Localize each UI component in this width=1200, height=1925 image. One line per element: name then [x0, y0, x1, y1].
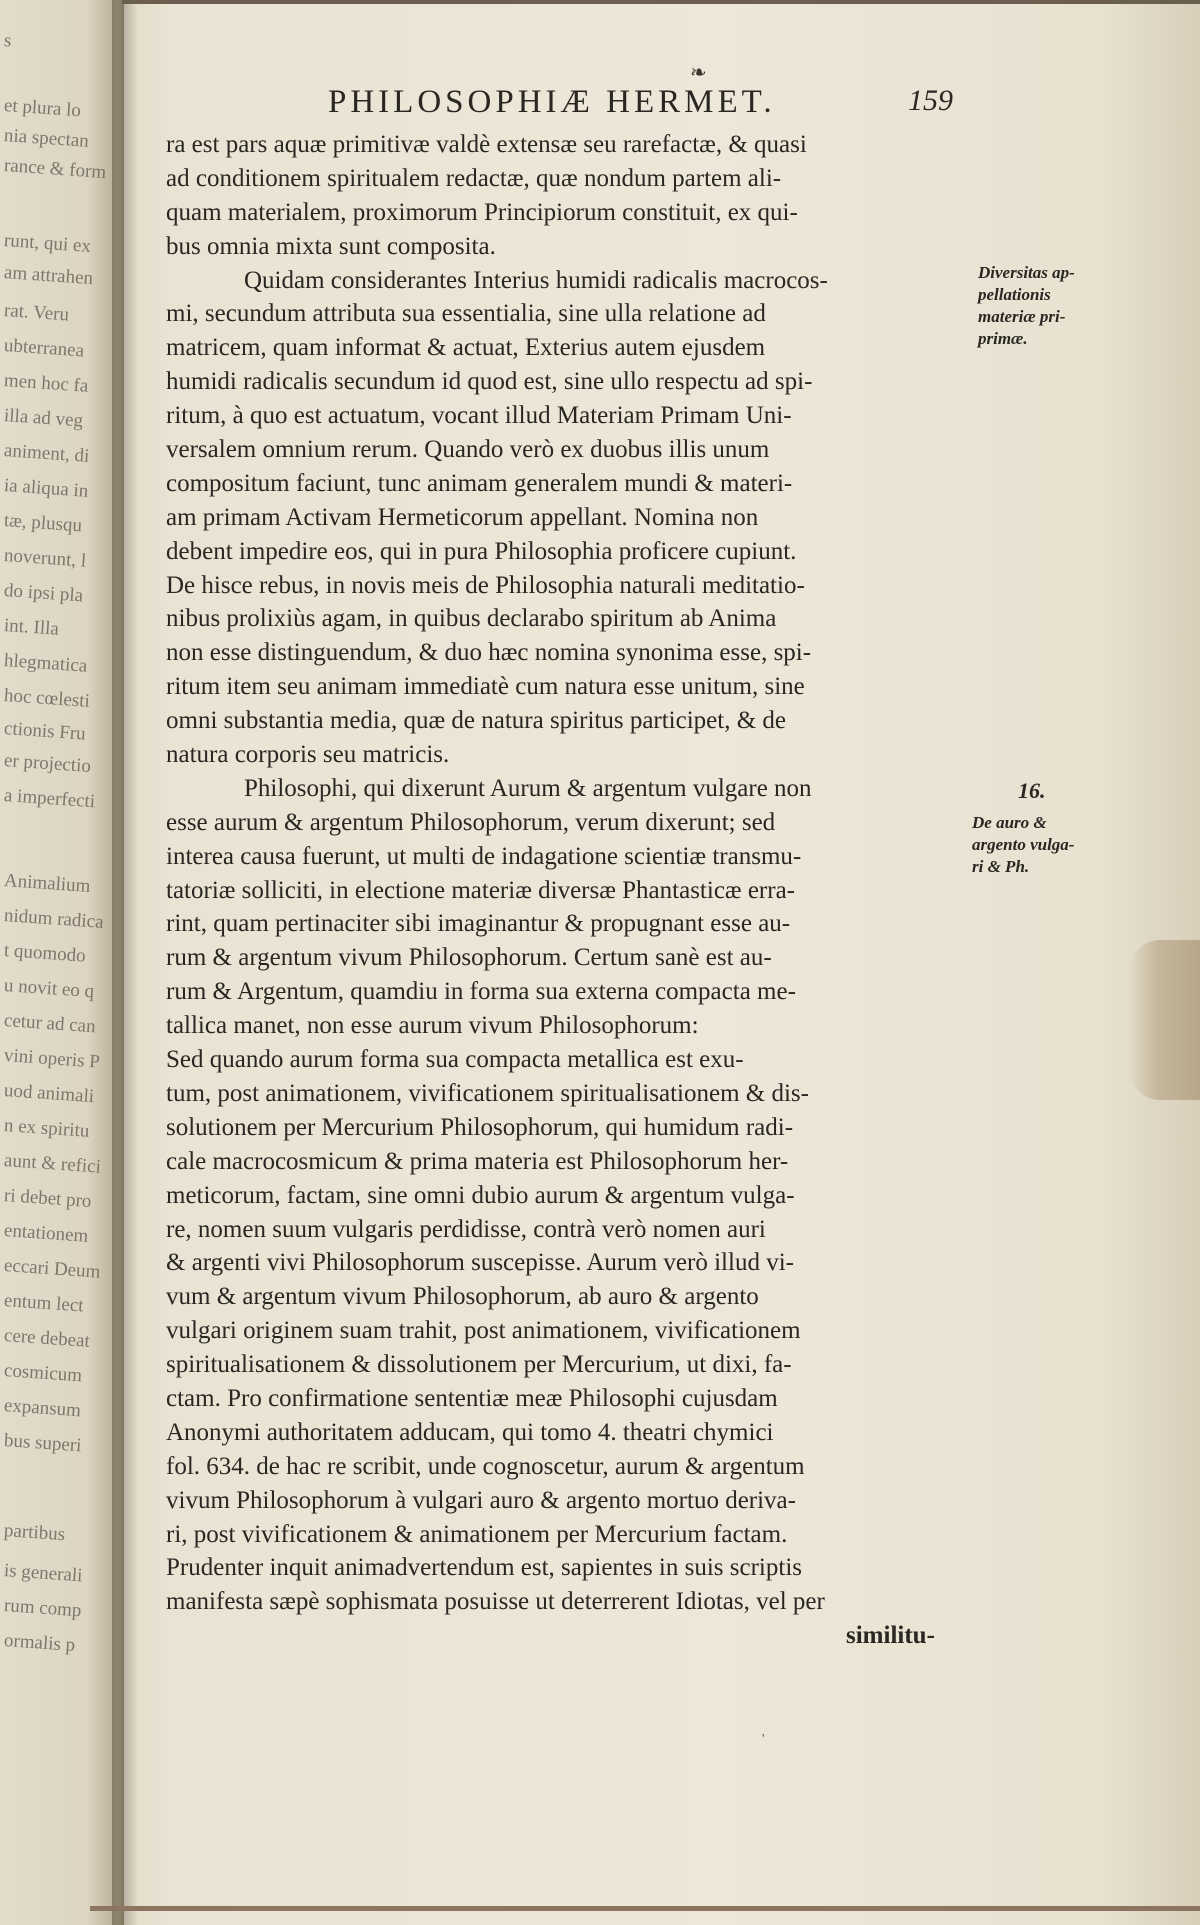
- facing-page-fragment: tæ, plusqu: [3, 510, 83, 537]
- text-line: quam materialem, proximorum Principiorum constituit, ex qui-: [166, 198, 798, 226]
- text-line: vivum Philosophorum à vulgari auro & argento mortuo deriva-: [166, 1486, 796, 1514]
- text-line: vum & argentum vivum Philosophorum, ab auro & argento: [166, 1283, 759, 1311]
- gutter-shadow: [112, 0, 138, 1925]
- marginal-note-line: primæ.: [978, 329, 1028, 348]
- marginal-note-line: pellationis: [978, 285, 1051, 304]
- text-line: ad conditionem spiritualem redactæ, quæ nondum partem ali-: [166, 164, 782, 192]
- facing-page-fragment: hoc cœlesti: [3, 685, 91, 712]
- text-line: Sed quando aurum forma sua compacta metallica est exu-: [166, 1046, 744, 1074]
- text-line: vulgari originem suam trahit, post animationem, vivificationem: [166, 1317, 801, 1345]
- facing-page-fragment: hlegmatica: [3, 650, 88, 677]
- text-line: rum & Argentum, quamdiu in forma sua externa compacta me-: [166, 978, 796, 1006]
- text-line: esse aurum & argentum Philosophorum, verum dixerunt; sed: [166, 808, 776, 836]
- text-line: interea causa fuerunt, ut multi de indagatione scientiæ transmu-: [166, 842, 802, 870]
- bottom-rule: [90, 1906, 1200, 1911]
- text-line: ctam. Pro confirmatione sententiæ meæ Philosophi cujusdam: [166, 1384, 778, 1412]
- facing-page-fragment: rance & form: [3, 155, 107, 184]
- facing-page-fragment: ormalis p: [3, 1630, 76, 1656]
- facing-page-fragment: men hoc fa: [3, 370, 89, 397]
- facing-page-fragment: rat. Veru: [3, 300, 70, 326]
- stray-mark: ': [762, 1732, 765, 1747]
- text-line: non esse distinguendum, & duo hæc nomina synonima esse, spi-: [166, 639, 812, 667]
- text-line: ri, post vivificationem & animationem per Mercurium factam.: [166, 1520, 788, 1548]
- facing-page-fragment: illa ad veg: [3, 405, 84, 432]
- catchword: similitu-: [846, 1622, 935, 1649]
- body-text: [166, 128, 966, 1619]
- text-line: rint, quam pertinaciter sibi imaginantur & propugnant esse au-: [166, 910, 791, 938]
- text-line: Quidam considerantes Interius humidi radicalis macrocos-: [244, 266, 828, 294]
- paper-tab: [1130, 940, 1200, 1100]
- text-line: re, nomen suum vulgaris perdidisse, contrà verò nomen auri: [166, 1215, 766, 1243]
- text-line: tatoriæ solliciti, in electione materiæ diversæ Phantasticæ erra-: [166, 876, 796, 904]
- facing-page-fragment: ctionis Fru: [3, 718, 87, 745]
- text-line: humidi radicalis secundum id quod est, sine ullo respectu ad spi-: [166, 368, 813, 396]
- facing-page-fragment: a imperfecti: [3, 785, 96, 813]
- text-line: debent impedire eos, qui in pura Philosophia proficere cupiunt.: [166, 537, 797, 565]
- facing-page-fragment: eccari Deum: [3, 1255, 102, 1283]
- text-line: rum & argentum vivum Philosophorum. Certum sanè est au-: [166, 944, 772, 972]
- text-line: & argenti vivi Philosophorum suscepisse. Aurum verò illud vi-: [166, 1249, 794, 1277]
- text-line: compositum faciunt, tunc animam generalem mundi & materi-: [166, 469, 793, 497]
- facing-page-fragment: t quomodo: [3, 940, 87, 967]
- facing-page-fragment: partibus: [3, 1520, 66, 1546]
- text-line: tum, post animationem, vivificationem spiritualisationem & dis-: [166, 1079, 809, 1107]
- marginal-note-line: argento vulga-: [972, 835, 1075, 854]
- facing-page-fragment: nia spectan: [3, 125, 90, 152]
- text-line: versalem omnium rerum. Quando verò ex duobus illis unum: [166, 436, 770, 464]
- page-number: 159: [908, 84, 953, 117]
- facing-page-fragment: expansum: [3, 1395, 82, 1422]
- ornament: ❧: [690, 62, 707, 84]
- facing-page-fragment: aunt & refici: [3, 1150, 102, 1178]
- facing-page-fragment: et plura lo: [3, 95, 82, 122]
- facing-page-fragment: noverunt, l: [3, 545, 87, 572]
- text-line: manifesta sæpè sophismata posuisse ut deterrerent Idiotas, vel per: [166, 1588, 825, 1616]
- facing-page-fragment: ubterranea: [3, 335, 85, 362]
- marginal-note-line: materiæ pri-: [978, 307, 1066, 326]
- text-line: am primam Activam Hermeticorum appellant. Nomina non: [166, 503, 759, 531]
- facing-page-fragment: vini operis P: [3, 1045, 101, 1073]
- text-line: Philosophi, qui dixerunt Aurum & argentum vulgare non: [244, 774, 812, 802]
- text-line: solutionem per Mercurium Philosophorum, qui humidum radi-: [166, 1113, 794, 1141]
- facing-page-edge: [0, 0, 124, 1925]
- marginal-note-diversitas: [978, 262, 1075, 350]
- marginal-note-line: ri & Ph.: [972, 857, 1030, 876]
- text-line: De hisce rebus, in novis meis de Philosophia naturali meditatio-: [166, 571, 805, 599]
- facing-page-fragment: er projectio: [3, 750, 92, 778]
- facing-page-fragment: do ipsi pla: [3, 580, 84, 607]
- text-line: Prudenter inquit animadvertendum est, sapientes in suis scriptis: [166, 1554, 802, 1582]
- facing-page-fragment: Animalium: [3, 870, 92, 898]
- facing-page-fragment: entum lect: [3, 1290, 85, 1317]
- running-head: PHILOSOPHIÆ HERMET.: [328, 84, 776, 120]
- facing-page-fragment: s: [3, 30, 13, 52]
- text-line: natura corporis seu matricis.: [166, 741, 450, 769]
- facing-page-fragment: nidum radica: [3, 905, 105, 933]
- text-line: mi, secundum attributa sua essentialia, sine ulla relatione ad: [166, 300, 766, 328]
- text-line: cale macrocosmicum & prima materia est Philosophorum her-: [166, 1147, 789, 1175]
- text-line: Anonymi authoritatem adducam, qui tomo 4. theatri chymici: [166, 1418, 774, 1446]
- facing-page-fragment: ia aliqua in: [3, 475, 89, 502]
- facing-page-fragment: cosmicum: [3, 1360, 83, 1387]
- marginal-note-line: Diversitas ap-: [978, 263, 1075, 282]
- facing-page-fragment: bus superi: [3, 1430, 83, 1457]
- facing-page-fragment: runt, qui ex: [3, 230, 92, 258]
- facing-page-fragment: u novit eo q: [3, 975, 95, 1003]
- marginal-number: 16.: [1018, 778, 1046, 803]
- text-line: ritum item seu animam immediatè cum natura esse unitum, sine: [166, 673, 805, 701]
- marginal-note-line: De auro &: [972, 813, 1047, 832]
- text-line: ra est pars aquæ primitivæ valdè extensæ seu rarefactæ, & quasi: [166, 131, 807, 158]
- text-line: matricem, quam informat & actuat, Exterius autem ejusdem: [166, 334, 766, 362]
- text-line: spiritualisationem & dissolutionem per Mercurium, ut dixi, fa-: [166, 1351, 792, 1379]
- text-line: tallica manet, non esse aurum vivum Philosophorum:: [166, 1012, 699, 1040]
- text-line: fol. 634. de hac re scribit, unde cognoscetur, aurum & argentum: [166, 1452, 805, 1480]
- facing-page-fragment: n ex spiritu: [3, 1115, 91, 1142]
- text-line: bus omnia mixta sunt composita.: [166, 232, 496, 260]
- top-rule: [122, 0, 1200, 4]
- text-line: ritum, à quo est actuatum, vocant illud Materiam Primam Uni-: [166, 402, 792, 430]
- facing-page-fragment: cetur ad can: [3, 1010, 97, 1038]
- text-line: meticorum, factam, sine omni dubio aurum & argentum vulga-: [166, 1181, 795, 1209]
- facing-page-fragment: int. Illa: [3, 615, 60, 640]
- text-line: nibus prolixiùs agam, in quibus declarabo spiritum ab Anima: [166, 605, 777, 633]
- facing-page-fragment: cere debeat: [3, 1325, 91, 1352]
- facing-page-fragment: am attrahen: [3, 262, 94, 290]
- book-page: [166, 60, 1126, 1747]
- facing-page-fragment: entationem: [3, 1220, 89, 1247]
- marginal-note-de-auro: [972, 812, 1074, 878]
- facing-page-fragment: rum comp: [3, 1595, 83, 1622]
- facing-page-fragment: uod animali: [3, 1080, 95, 1108]
- facing-page-fragment: ri debet pro: [3, 1185, 93, 1213]
- facing-page-fragment: is generali: [3, 1560, 84, 1587]
- facing-page-fragment: animent, di: [3, 440, 91, 467]
- text-line: omni substantia media, quæ de natura spiritus participet, & de: [166, 707, 787, 735]
